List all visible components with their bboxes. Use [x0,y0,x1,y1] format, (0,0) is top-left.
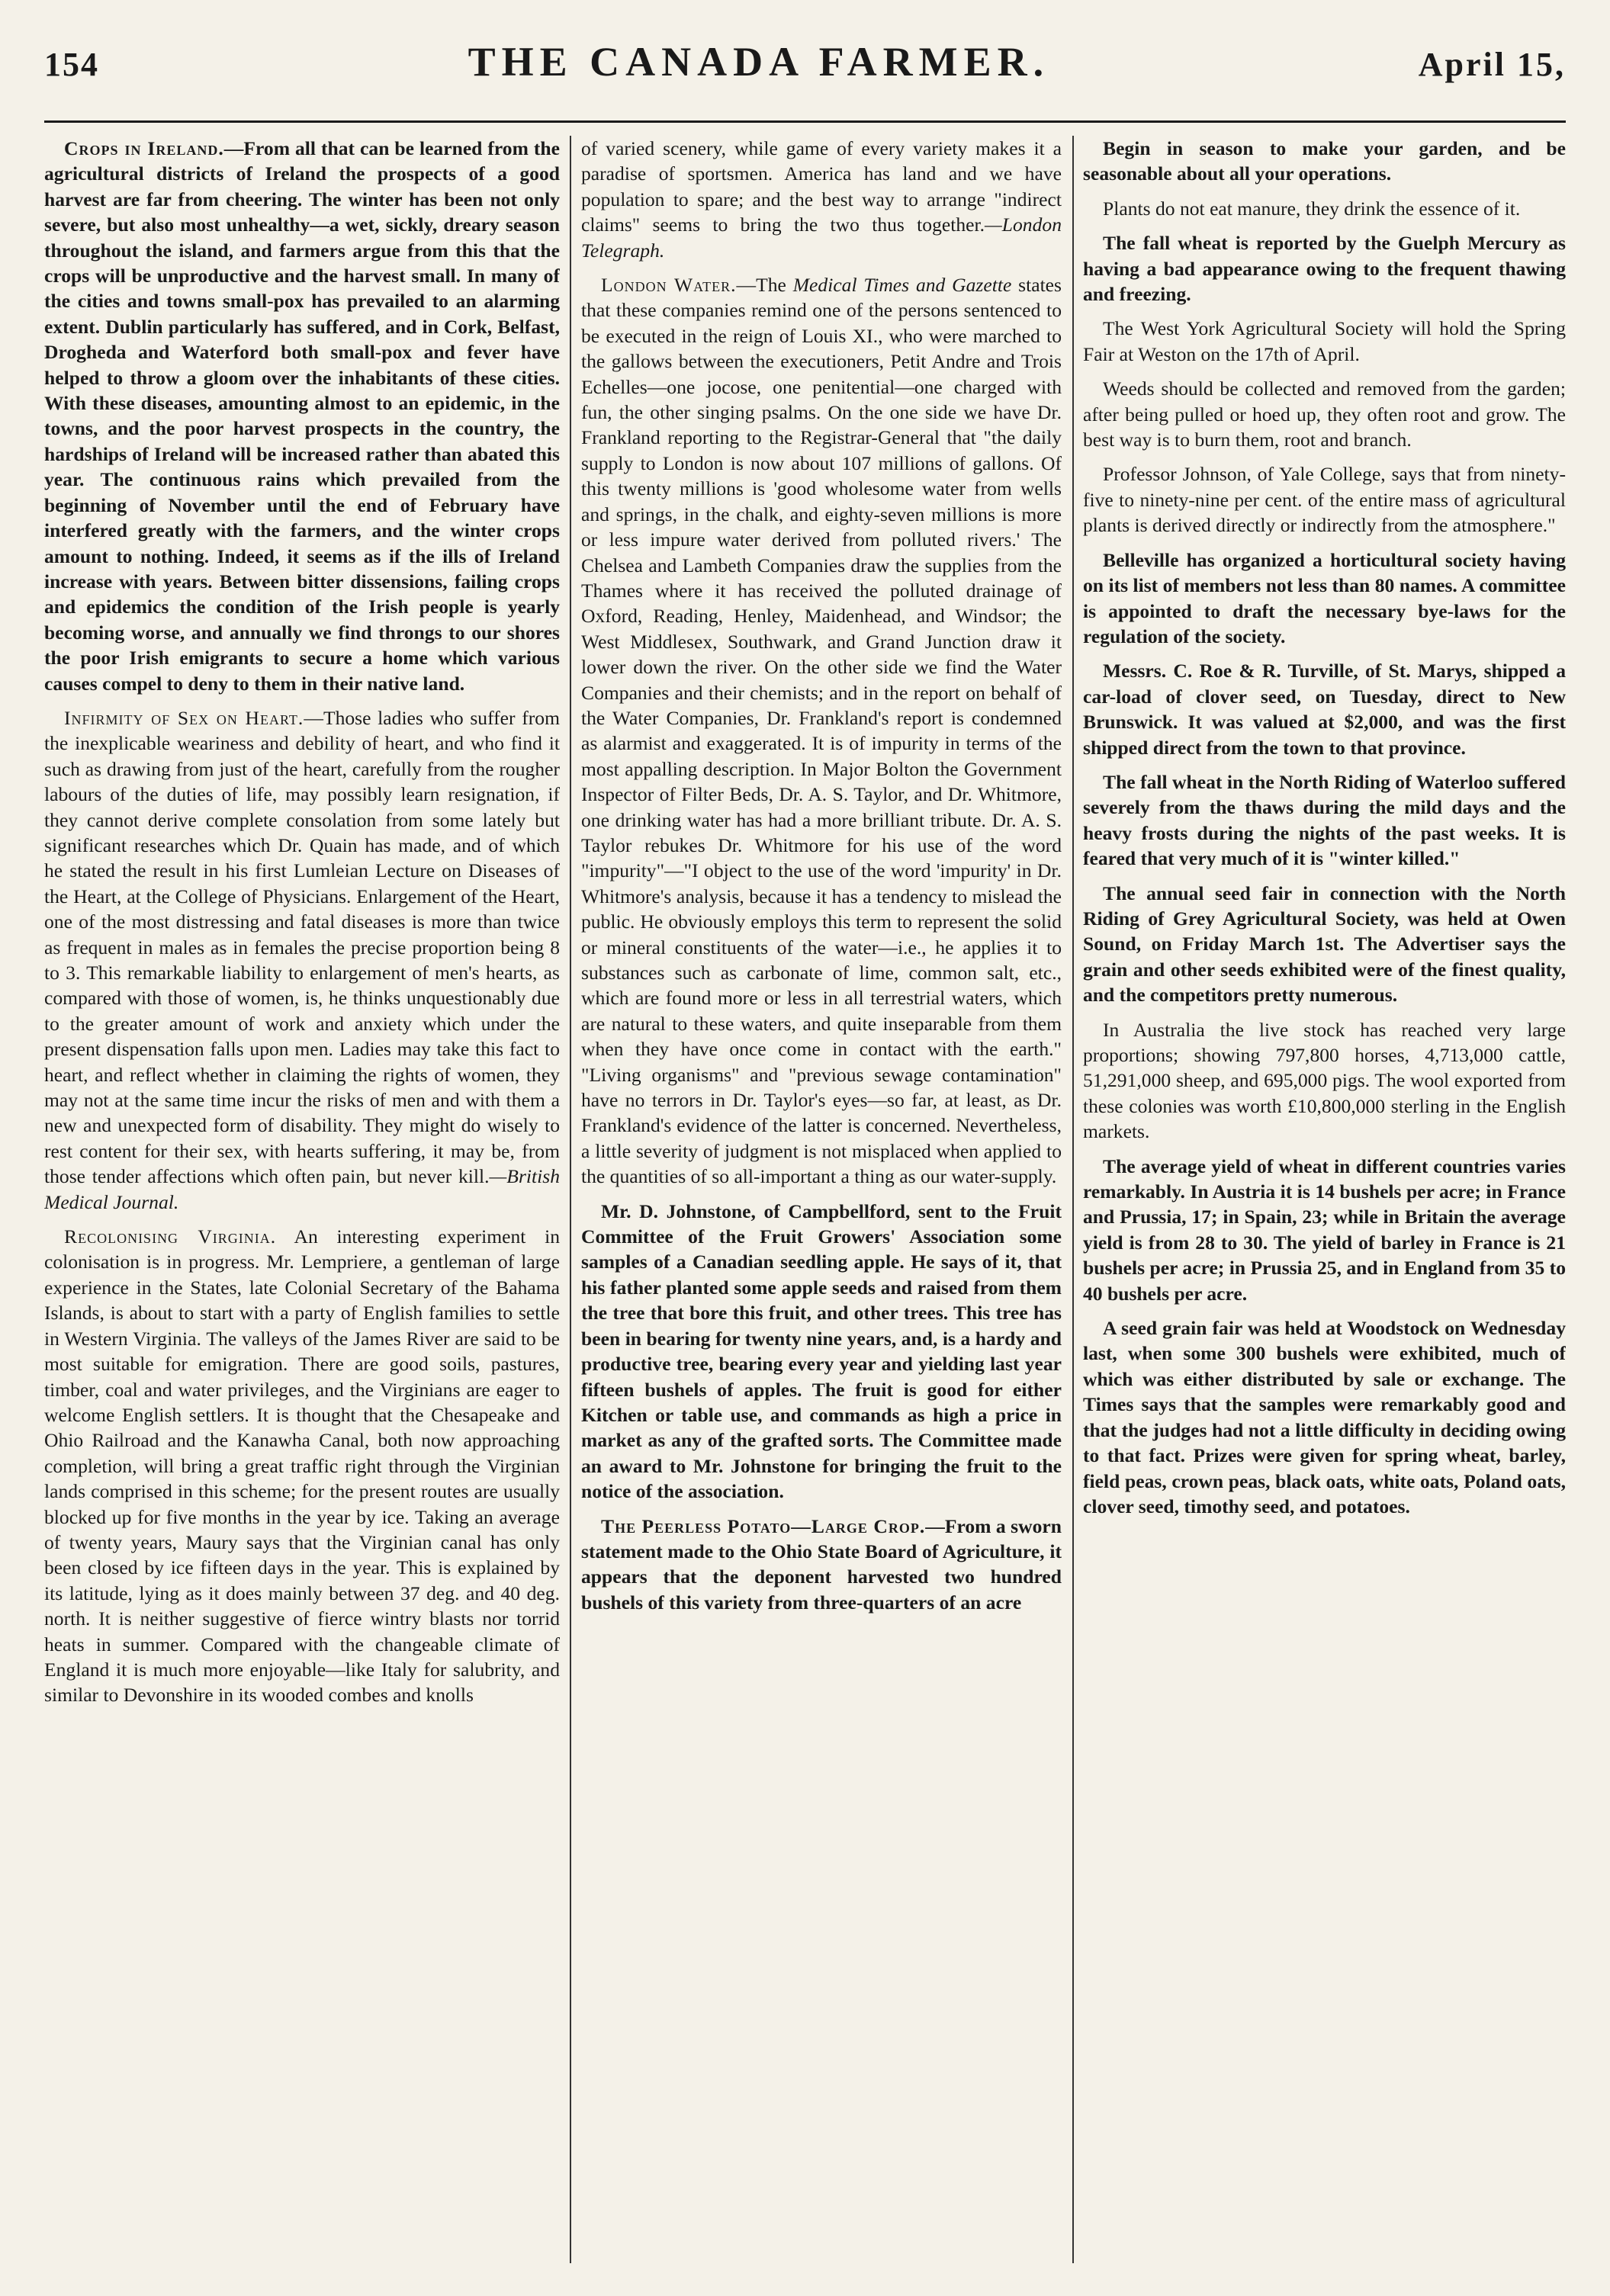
item-weeds: Weeds should be collected and removed from the garden; after being pulled or hoed up, they often root and grow. The best way is to burn them, root and branch. [1083,377,1566,451]
article-crops-in-ireland [44,136,560,696]
item-professor-johnson: Professor Johnson, of Yale College, says that from ninety-five to ninety-nine per cent. of the entire mass of agricultural plants is derived directly or indirectly from the atmosphere." [1083,463,1566,537]
article-body: —The [736,274,793,297]
article-body: —Those ladies who suffer from the inexplicable weariness and debility of heart, and who find it such as drawing from just of the heart, carefully from the rougher labours of the duties of life, may possibly learn resignation, if they cannot derive complete consolation from some lately but significant researches which Dr. Quain has made, and of which he stated the result in his first Lumleian Lecture on Diseases of the Heart, at the College of Physicians. Enlargement of the Heart, one of the most distressing and fatal diseases is more than twice as frequent in males as in females the precise proportion being 8 to 3. This remarkable liability to enlargement of men's hearts, as compared with those of women, is, he thinks unquestionably due to the greater amount of work and anxiety which under the present dispensation falls upon men. Ladies may take this fact to heart, and reflect whether in claiming the rights of women, they may not at the same time incur the risks of men and with them a new and unexpected form of disability. They might do wisely to rest content for their sex, with hearts suffering, it may be, from those tender affections which often pain, but never kill. [44,706,560,1188]
item-australia-livestock: In Australia the live stock has reached very large proportions; showing 797,800 horses, 4,713,000 cattle, 51,291,000 sheep, and 695,000 pigs. The wool exported from these colonies was worth £10,800,000 sterling in the English markets. [1083,1018,1566,1143]
article-source: —London Telegraph. [581,214,1062,262]
column-middle [581,136,1062,2263]
item-woodstock-fair: A seed grain fair was held at Woodstock on Wednesday last, when some 300 bushels were exhibited, much of which was either distributed by sale or exchange. The Times says that the samples were remarkably good and that the judges had not a little difficulty in deciding owing to that fact. Prizes were given for spring wheat, barley, field peas, crown peas, black oats, white oats, Poland oats, clover seed, timothy seed, and potatoes. [1083,1317,1566,1517]
article-source: —British Medical Journal. [44,1165,560,1213]
column-divider [1072,136,1074,2263]
item-plants-manure: Plants do not eat manure, they drink the essence of it. [1103,197,1521,220]
article-seedling-apple [581,1199,1062,1504]
article-body: —From a sworn statement made to the Ohio State Board of Agriculture, it appears that the deponent harvested two hundred bushels of this variety from three-quarters of an acre [581,1514,1062,1614]
article-heading: London Water. [601,274,737,297]
publication-title: THE CANADA FARMER. [468,39,1050,85]
item-belleville-society: Belleville has organized a horticultural society having on its list of members not less than 80 names. A committee is appointed to draft the necessary bye-laws for the regulation of the society. [1083,548,1566,647]
article-peerless-potato [581,1514,1062,1616]
item-west-york-fair: The West York Agricultural Society will hold the Spring Fair at Weston on the 17th of April. [1083,317,1566,365]
article-body: An interesting experiment in colonisation is in progress. Mr. Lempriere, a gentleman of large experience in the States, late Colonial Secretary of the Bahama Islands, is about to start with a party of English families to settle in Western Virginia. The valleys of the James River are said to be most suitable for emigration. There are good soils, pastures, timber, coal and water privileges, and the Virginians are eager to welcome English settlers. It is thought that the Chesapeake and Ohio Railroad and the Kanawha Canal, both now approaching completion, will bring a great traffic right through the Virginian lands comprised in this scheme; for the present routes are usually blocked up for five months in the year by ice. Taking an average of twenty years, Maury says that the Virginian canal has only been closed by ice fifteen days in the year. This is explained by its latitude, lying as it does mainly between 37 deg. and 40 deg. north. It is neither suggestive of fierce wintry blasts nor torrid heats in summer. Compared with the changeable climate of England it is much more enjoyable—like Italy for salubrity, and similar to Devonshire in its wooded combes and knolls [44,1225,560,1707]
article-heading: Recolonising Virginia. [64,1225,277,1248]
page-number: 154 [44,46,99,83]
item-wheat-yields: The average yield of wheat in different countries varies remarkably. In Austria it is 14 bushels per acre; in France and Prussia, 17; in Spain, 23; while in Britain the average yield is from 28 to 30. The yield of barley in France is 21 bushels per acre; in Prussia 25, and in England from 35 to 40 bushels per acre. [1083,1154,1566,1305]
column-left [44,136,560,2263]
column-divider [570,136,571,2263]
item-fall-wheat-guelph: The fall wheat is reported by the Guelph Mercury as having a bad appearance owing to the frequent thawing and freezing. [1083,232,1566,306]
article-london-water [581,272,1062,1190]
item-fall-wheat-waterloo: The fall wheat in the North Riding of Waterloo suffered severely from the thaws during the mild days and the heavy frosts during the nights of the past weeks. It is feared that very much of it is "winter killed." [1083,770,1566,870]
article-body: of varied scenery, while game of every variety makes it a paradise of sportsmen. America has land and we have population to spare; and the best way to arrange "indirect claims" seems to bring the two thus together. [581,137,1062,236]
item-garden-season: Begin in season to make your garden, and be seasonable about all your operations. [1083,137,1566,185]
article-recolonising-virginia [44,1224,560,1708]
item-clover-seed: Messrs. C. Roe & R. Turville, of St. Marys, shipped a car-load of clover seed, on Tuesday, direct to New Brunswick. It was valued at $2,000, and was the first shipped direct from the town to that province. [1083,660,1566,759]
publication-name: Medical Times and Gazette [792,274,1012,297]
column-right [1083,136,1566,2263]
article-heart-disease [44,705,560,1215]
issue-date: April 15, [1418,46,1566,83]
masthead [44,38,1566,107]
article-body: —From all that can be learned from the agricultural districts of Ireland the prospects of a good harvest are far from cheering. The winter has been not only severe, but also most unhealthy—a wet, sickly, dreary season throughout the island, and farmers argue from this that the crops will be unproductive and the harvest small. In many of the cities and towns small-pox has prevailed to an alarming extent. Dublin particularly has suffered, and in Cork, Belfast, Drogheda and Waterford both small-pox and fever have helped to throw a gloom over the inhabitants of these cities. With these diseases, amounting almost to an epidemic, in the towns, and the poor harvest prospects in the country, the hardships of Ireland will be increased rather than abated this year. The continuous rains which prevailed from the beginning of November until the end of February have interfered greatly with the farmers, and the winter crops amount to nothing. Indeed, it seems as if the ills of Ireland increase with years. Between bitter dissensions, failing crops and epidemics the condition of the Irish people is yearly becoming worse, and annually we find throngs to our shores the poor Irish emigrants to secure a home which various causes compel to deny to them in their native land. [44,137,560,695]
header-rule [44,120,1566,123]
article-heading: Infirmity of Sex on Heart. [64,706,304,729]
article-heading: The Peerless Potato—Large Crop. [601,1514,926,1537]
article-body: Mr. D. Johnstone, of Campbellford, sent to the Fruit Committee of the Fruit Growers' Association some samples of a Canadian seedling apple. He says of it, that his father planted some apple seeds and raised from them the tree that bore this fruit, and other trees. This tree has been in bearing for twenty nine years, and, is a hardy and productive tree, bearing every year and yielding last year fifteen bushels of apples. The fruit is good for either Kitchen or table use, and commands as high a price in market as any of the grafted sorts. The Committee made an award to Mr. Johnstone for bringing the fruit to the notice of the association. [581,1199,1062,1503]
article-heading: Crops in Ireland. [64,137,224,159]
article-body: states that these companies remind one of the persons sentenced to be executed in the reign of Louis XI., who were marched to the gallows between the executioners, Petit Andre and Trois Echelles—one jocose, one penitential—one charged with fun, the other singing psalms. On the one side we have Dr. Frankland reporting to the Registrar-General that "the daily supply to London is now about 107 millions of gallons. Of this twenty millions is 'good wholesome water from wells and springs, in the chalk, and eighty-seven millions is more or less impure water derived from polluted rivers.' The Chelsea and Lambeth Companies draw the supplies from the Thames where it has received the polluted drainage of Oxford, Reading, Henley, Maidenhead, and Windsor; the West Middlesex, Southwark, and Grand Junction draw it lower down the river. On the other side we find the Water Companies and their chemists; and in the report on behalf of the Water Companies, Dr. Frankland's report is condemned as alarmist and exaggerated. It is of impurity in terms of the most appalling description. In Major Bolton the Government Inspector of Filter Beds, Dr. A. S. Taylor, and Dr. Whitmore, one drinking water has had a more brilliant tribute. Dr. A. S. Taylor rebukes Dr. Whitmore for his use of the word "impurity"—"I object to the use of the word 'impurity' in Dr. Whitmore's analysis, because it has a tendency to mislead the public. He obviously employs this term to represent the solid or mineral constituents of the water—i.e., he applies it to substances such as carbonate of lime, common salt, etc., which are found more or less in all terrestrial waters, which are natural to these waters, and quite inseparable from them when they have once come in contact with the earth." "Living organisms" and "previous sewage contamination" have no terrors in Dr. Taylor's eyes—so far, at least, as Dr. Frankland's evidence of the latter is concerned. Nevertheless, a little severity of judgment is not misplaced when applied to the quantities of so all-important a thing as our water-supply. [581,274,1062,1188]
item-seed-fair-grey: The annual seed fair in connection with the North Riding of Grey Agricultural Society, was held at Owen Sound, on Friday March 1st. The Advertiser says the grain and other seeds exhibited were of the finest quality, and the competitors pretty numerous. [1083,881,1566,1007]
article-virginia-continued [581,136,1062,263]
